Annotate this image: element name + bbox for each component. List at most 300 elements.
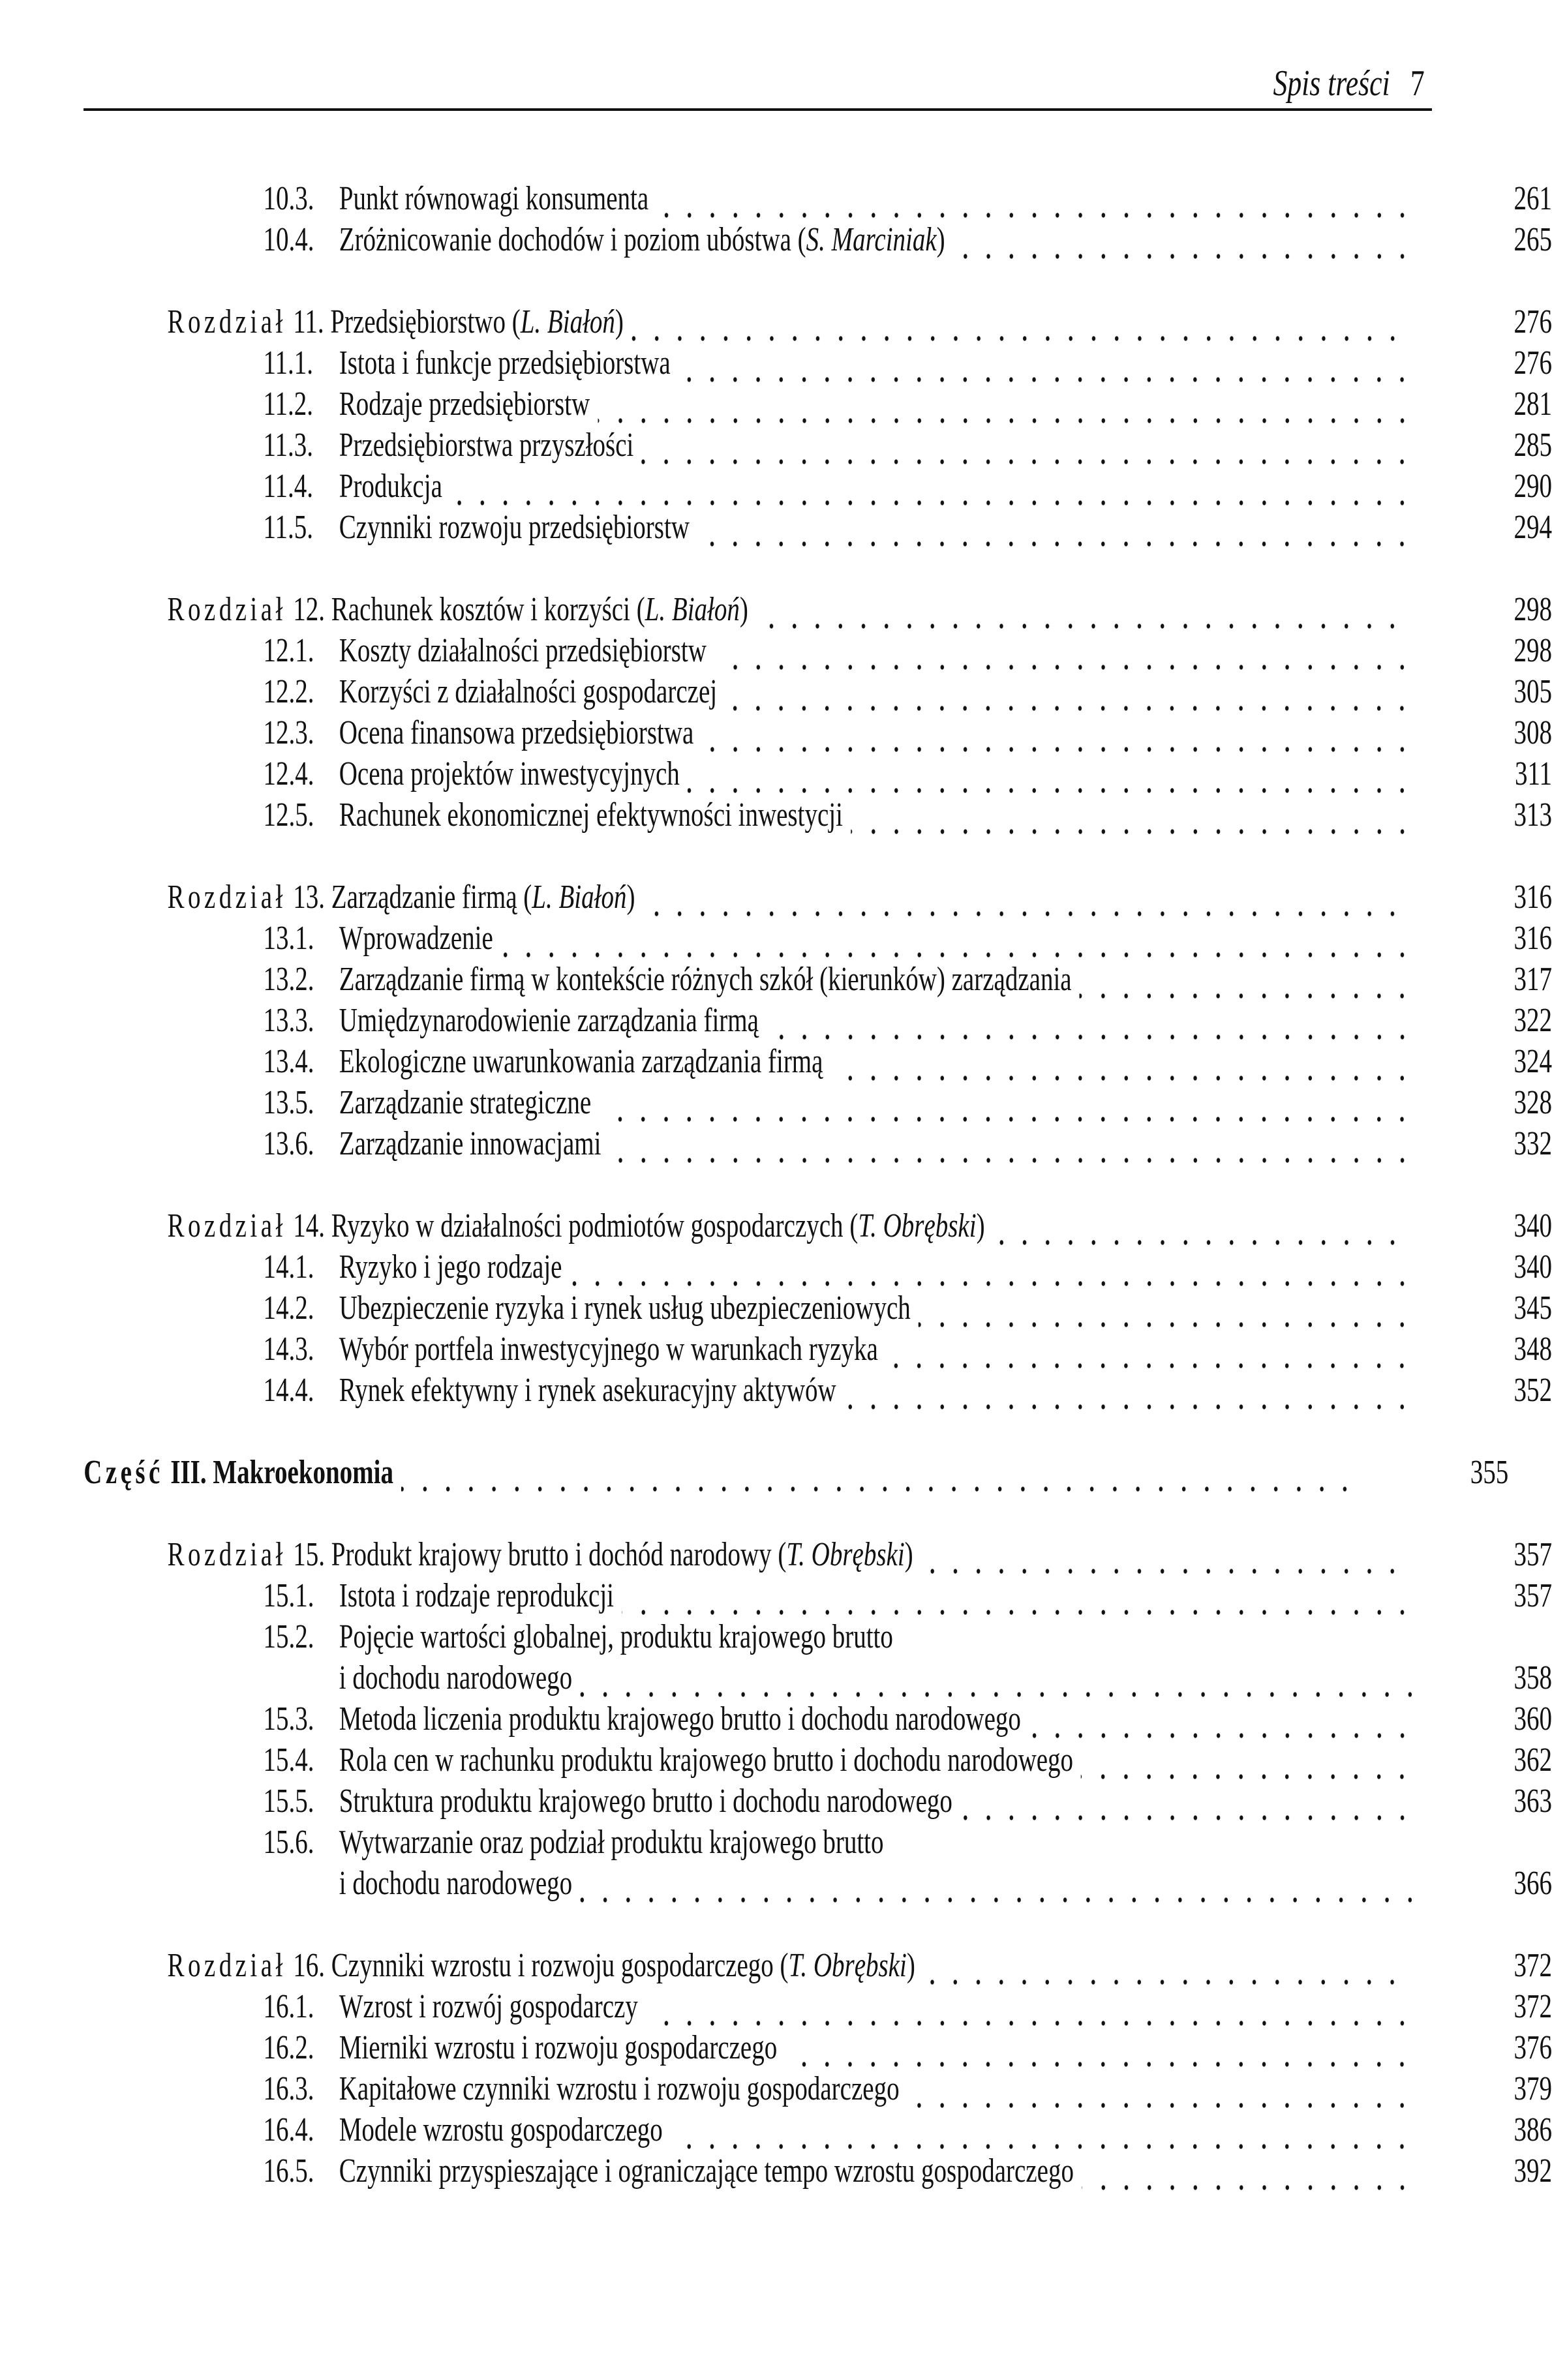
toc-subsection[interactable] <box>0 466 1552 507</box>
toc-subsection[interactable] <box>0 425 1552 466</box>
entry-title: Mierniki wzrostu i rozwoju gospodarczego <box>339 2029 778 2066</box>
entry-text <box>132 1781 1422 1822</box>
entry-label: 10.4. Zróżnicowanie dochodów i poziom ubóstwa (S. Marciniak) <box>264 219 945 260</box>
dot-leader <box>671 2109 1414 2150</box>
entry-text <box>132 630 1422 671</box>
entry-number: 13.1. <box>263 920 314 957</box>
page-number: 379 <box>1514 2070 1552 2107</box>
page-number: 265 <box>1514 221 1552 258</box>
entry-prefix: Rozdział <box>167 591 286 628</box>
entry-label <box>264 342 671 384</box>
entry-title: Rola cen w rachunku produktu krajowego brutto i dochodu narodowego <box>339 1741 1074 1779</box>
entry-title: Ubezpieczenie ryzyka i rynek usług ubezpieczeniowych <box>339 1289 911 1327</box>
entry-number: 13.2. <box>263 961 314 998</box>
entry-number: 11.1. <box>263 344 314 382</box>
entry-label <box>264 1123 601 1164</box>
page-number: 366 <box>1514 1865 1552 1902</box>
entry-title: Ryzyko i jego rodzaje <box>339 1248 562 1286</box>
page-number: 324 <box>1514 1043 1552 1080</box>
entry-number: 12.4. <box>263 755 314 792</box>
entry-title: Kapitałowe czynniki wzrostu i rozwoju gospodarczego <box>339 2070 900 2107</box>
entry-text <box>132 1575 1422 1616</box>
section-spacer <box>0 1493 1552 1534</box>
page-number: 386 <box>1514 2111 1552 2148</box>
entry-title: Struktura produktu krajowego brutto i dochodu narodowego <box>339 1783 952 1820</box>
entry-title: Punkt równowagi konsumenta <box>339 180 649 217</box>
dot-leader <box>851 794 1414 836</box>
entry-title: Czynniki przyspieszające i ograniczające tempo wzrostu gospodarczego <box>339 2152 1074 2190</box>
entry-label <box>264 753 680 794</box>
entry-text <box>132 671 1422 712</box>
entry-label <box>264 918 493 959</box>
dot-leader <box>756 589 1404 630</box>
page-number: 305 <box>1514 673 1552 710</box>
entry-label <box>264 630 707 671</box>
entry-number: 13.4. <box>263 1043 314 1080</box>
toc-subsection[interactable] <box>0 630 1552 671</box>
dot-leader <box>1080 959 1414 1000</box>
page-number: 294 <box>1514 509 1552 546</box>
entry-number: 13.3. <box>263 1002 314 1039</box>
dot-leader <box>923 1945 1404 1986</box>
toc-chapter[interactable] <box>0 589 1552 630</box>
page-number: 348 <box>1514 1331 1552 1368</box>
dot-leader <box>785 2027 1414 2068</box>
entry-text <box>132 1822 1422 1863</box>
entry-text <box>132 1246 1422 1288</box>
entry-title-continuation: i dochodu narodowego <box>339 1865 573 1902</box>
entry-title: Rynek efektywny i rynek asekuracyjny aktywów <box>339 1372 836 1409</box>
toc-subsection[interactable] <box>0 712 1552 753</box>
entry-title: Czynniki rozwoju przedsiębiorstw <box>339 509 690 546</box>
toc-chapter[interactable] <box>0 1945 1552 1986</box>
page-number: 276 <box>1514 344 1552 382</box>
entry-label: Rozdział 14. Ryzyko w działalności podmiotów gospodarczych (T. Obrębski) <box>167 1207 985 1244</box>
entry-number: 15.3. <box>263 1700 314 1738</box>
section-spacer <box>0 548 1552 589</box>
entry-title-continuation: i dochodu narodowego <box>339 1659 573 1696</box>
entry-number: 13.5. <box>263 1084 314 1121</box>
entry-title: Wybór portfela inwestycyjnego w warunkach ryzyka <box>339 1331 878 1368</box>
page-number: 316 <box>1514 879 1552 916</box>
entry-text <box>132 425 1422 466</box>
entry-text <box>132 1863 1429 1904</box>
entry-title: Zróżnicowanie dochodów i poziom ubóstwa <box>339 221 791 258</box>
entry-text <box>132 2150 1422 2192</box>
dot-leader <box>401 1452 1356 1493</box>
entry-title: Produkt krajowy brutto i dochód narodowy <box>331 1536 772 1573</box>
entry-label <box>264 712 694 753</box>
page-number: 276 <box>1514 303 1552 340</box>
entry-title: Istota i funkcje przedsiębiorstwa <box>339 344 671 382</box>
entry-number: 11.5. <box>263 509 314 546</box>
entry-number: 12. <box>293 591 326 628</box>
dot-leader <box>993 1205 1404 1246</box>
page-number: 332 <box>1514 1125 1552 1162</box>
toc-subsection[interactable] <box>0 1781 1552 1822</box>
entry-text <box>132 794 1422 836</box>
dot-leader <box>919 1288 1414 1329</box>
entry-title: Wzrost i rozwój gospodarczy <box>339 1988 638 2025</box>
toc-subsection[interactable] <box>0 794 1552 836</box>
entry-text <box>132 1000 1422 1041</box>
entry-title: Zarządzanie firmą w kontekście różnych szkół (kierunków) zarządzania <box>339 961 1072 998</box>
entry-label <box>264 1288 911 1329</box>
entry-prefix: Rozdział <box>167 1947 286 1984</box>
entry-text <box>132 1986 1422 2027</box>
dot-leader <box>714 630 1414 671</box>
entry-number: 12.2. <box>263 673 314 710</box>
entry-text <box>84 301 1412 342</box>
entry-number: 15.4. <box>263 1741 314 1779</box>
page-number: 285 <box>1514 427 1552 464</box>
entry-number: 15.1. <box>263 1577 314 1614</box>
entry-author: S. Marciniak <box>806 221 937 258</box>
entry-text <box>132 918 1422 959</box>
entry-number: 10.4. <box>263 221 314 258</box>
dot-leader <box>599 1082 1414 1123</box>
entry-author: L. Białoń <box>532 879 627 916</box>
page-number: 372 <box>1514 1988 1552 2025</box>
entry-title: Rodzaje przedsiębiorstw <box>339 385 590 423</box>
entry-title: Makroekonomia <box>213 1454 393 1491</box>
entry-number: 14.4. <box>263 1372 314 1409</box>
entry-prefix: Rozdział <box>167 303 286 340</box>
entry-number: 16.4. <box>263 2111 314 2148</box>
entry-number: 14.2. <box>263 1289 314 1327</box>
dot-leader <box>886 1329 1414 1370</box>
dot-leader <box>725 671 1414 712</box>
entry-label <box>264 1986 638 2027</box>
entry-label <box>264 507 690 548</box>
page-number: 372 <box>1514 1947 1552 1984</box>
entry-text <box>84 1534 1412 1575</box>
dot-leader <box>767 1000 1414 1041</box>
toc-part[interactable] <box>0 1452 1552 1493</box>
entry-number: 15.2. <box>263 1618 314 1655</box>
page-number: 340 <box>1514 1248 1552 1286</box>
header-page-number: 7 <box>1410 63 1425 104</box>
entry-prefix: Rozdział <box>167 879 286 916</box>
entry-number: 14. <box>293 1207 326 1244</box>
toc-subsection[interactable] <box>0 1246 1552 1288</box>
toc-subsection[interactable] <box>0 342 1552 384</box>
entry-text <box>84 877 1412 918</box>
entry-prefix: Rozdział <box>167 1207 286 1244</box>
entry-label <box>264 1698 1021 1740</box>
table-of-contents <box>0 178 1552 2192</box>
entry-number: 16.3. <box>263 2070 314 2107</box>
page-number: 352 <box>1514 1372 1552 1409</box>
dot-leader <box>580 1657 1421 1698</box>
entry-text <box>132 1370 1422 1411</box>
toc-subsection[interactable] <box>0 918 1552 959</box>
entry-label: Rozdział 13. Zarządzanie firmą (L. Białoń) <box>167 879 635 916</box>
entry-author: T. Obrębski <box>786 1536 905 1573</box>
entry-text <box>132 342 1422 384</box>
entry-number: 16.5. <box>263 2152 314 2190</box>
entry-label <box>264 1781 952 1822</box>
entry-title: Pojęcie wartości globalnej, produktu krajowego brutto <box>339 1618 893 1655</box>
entry-prefix: Część <box>84 1454 164 1491</box>
dot-leader <box>830 1041 1413 1082</box>
entry-label <box>264 2027 778 2068</box>
entry-text <box>132 466 1422 507</box>
toc-subsection[interactable] <box>0 2068 1552 2109</box>
entry-text <box>132 753 1422 794</box>
toc-subsection[interactable] <box>0 1041 1552 1082</box>
dot-leader <box>1081 1740 1414 1781</box>
entry-author: T. Obrębski <box>788 1947 907 1984</box>
page-number: 392 <box>1514 2152 1552 2190</box>
entry-number: 16. <box>293 1947 326 1984</box>
entry-text <box>132 1740 1422 1781</box>
entry-label <box>264 1370 836 1411</box>
entry-number: 12.5. <box>263 796 314 834</box>
dot-leader <box>1082 2150 1414 2192</box>
entry-number: 11.4. <box>263 468 314 505</box>
toc-subsection[interactable] <box>0 1657 1552 1698</box>
page-number: 363 <box>1514 1783 1552 1820</box>
page-number: 345 <box>1514 1289 1552 1327</box>
toc-subsection[interactable] <box>0 2150 1552 2192</box>
entry-title: Zarządzanie innowacjami <box>339 1125 601 1162</box>
entry-label <box>264 425 634 466</box>
toc-subsection[interactable] <box>0 753 1552 794</box>
entry-label <box>264 1246 562 1288</box>
entry-text <box>132 1123 1422 1164</box>
toc-subsection[interactable] <box>0 507 1552 548</box>
entry-number: III. <box>170 1454 207 1491</box>
entry-title: Ocena projektów inwestycyjnych <box>339 755 680 792</box>
entry-text <box>132 384 1422 425</box>
entry-text <box>132 2068 1422 2109</box>
toc-chapter[interactable] <box>0 877 1552 918</box>
entry-label <box>264 178 649 219</box>
header-title: Spis treści <box>1273 63 1390 104</box>
dot-leader <box>921 1534 1404 1575</box>
entry-title: Przedsiębiorstwa przyszłości <box>339 427 634 464</box>
entry-title: Rachunek kosztów i korzyści <box>331 591 630 628</box>
entry-title: Ryzyko w działalności podmiotów gospodarczych <box>331 1207 844 1244</box>
toc-subsection[interactable] <box>0 219 1552 260</box>
entry-text <box>132 1698 1422 1740</box>
toc-subsection[interactable] <box>0 1329 1552 1370</box>
entry-label <box>264 1740 1074 1781</box>
toc-subsection[interactable] <box>0 1575 1552 1616</box>
section-spacer <box>0 836 1552 877</box>
entry-text <box>132 1041 1422 1082</box>
entry-number: 16.2. <box>263 2029 314 2066</box>
toc-subsection[interactable] <box>0 959 1552 1000</box>
entry-label <box>264 1575 615 1616</box>
page-number: 358 <box>1514 1659 1552 1696</box>
entry-label: Rozdział 11. Przedsiębiorstwo (L. Białoń) <box>167 303 624 340</box>
entry-label: Rozdział 12. Rachunek kosztów i korzyści (L. Białoń) <box>167 591 748 628</box>
entry-number: 11.3. <box>263 427 314 464</box>
page-number: 328 <box>1514 1084 1552 1121</box>
entry-label <box>264 959 1072 1000</box>
entry-number: 10.3. <box>263 180 314 217</box>
entry-title: Koszty działalności przedsiębiorstw <box>339 632 707 669</box>
entry-title: Rachunek ekonomicznej efektywności inwestycji <box>339 796 843 834</box>
dot-leader <box>631 301 1404 342</box>
entry-prefix: Rozdział <box>167 1536 286 1573</box>
page-number: 281 <box>1514 385 1552 423</box>
entry-number: 15. <box>293 1536 326 1573</box>
header-rule <box>84 108 1432 111</box>
entry-title: Metoda liczenia produktu krajowego brutto i dochodu narodowego <box>339 1700 1021 1738</box>
entry-number: 13.6. <box>263 1125 314 1162</box>
entry-label <box>264 2109 663 2150</box>
toc-subsection[interactable] <box>0 2027 1552 2068</box>
dot-leader <box>450 466 1414 507</box>
toc-subsection[interactable] <box>0 1288 1552 1329</box>
dot-leader <box>953 219 1414 260</box>
entry-author: T. Obrębski <box>858 1207 977 1244</box>
dot-leader <box>598 384 1414 425</box>
entry-number: 14.3. <box>263 1331 314 1368</box>
toc-subsection[interactable] <box>0 1986 1552 2027</box>
dot-leader <box>688 753 1414 794</box>
page-number: 362 <box>1514 1741 1552 1779</box>
entry-label <box>264 671 718 712</box>
page-number: 376 <box>1514 2029 1552 2066</box>
entry-label <box>264 1000 759 1041</box>
toc-subsection[interactable] <box>0 384 1552 425</box>
page-number: 360 <box>1514 1700 1552 1738</box>
page-number: 261 <box>1514 180 1552 217</box>
entry-title: Umiędzynarodowienie zarządzania firmą <box>339 1002 759 1039</box>
toc-subsection[interactable] <box>0 1822 1552 1863</box>
entry-author: L. Białoń <box>645 591 740 628</box>
entry-title: Modele wzrostu gospodarczego <box>339 2111 663 2148</box>
section-spacer <box>0 260 1552 301</box>
dot-leader <box>844 1370 1414 1411</box>
entry-text <box>132 2109 1422 2150</box>
entry-text <box>0 1452 1364 1493</box>
entry-number: 13. <box>293 879 326 916</box>
dot-leader <box>701 712 1413 753</box>
dot-leader <box>907 2068 1414 2109</box>
entry-title: Wprowadzenie <box>339 920 493 957</box>
entry-title: Ekologiczne uwarunkowania zarządzania firmą <box>339 1043 823 1080</box>
entry-text <box>132 1616 1422 1657</box>
entry-text <box>132 712 1422 753</box>
toc-subsection[interactable] <box>0 1370 1552 1411</box>
dot-leader <box>643 877 1404 918</box>
toc-subsection[interactable] <box>0 1863 1552 1904</box>
toc-subsection[interactable] <box>0 1698 1552 1740</box>
entry-text <box>132 1288 1422 1329</box>
entry-number: 15.6. <box>263 1824 314 1861</box>
entry-label <box>264 2068 900 2109</box>
page-number: 355 <box>1470 1454 1509 1491</box>
entry-title: Czynniki wzrostu i rozwoju gospodarczego <box>331 1947 774 1984</box>
entry-title: Zarządzanie firmą <box>331 879 517 916</box>
entry-number: 12.1. <box>263 632 314 669</box>
entry-label <box>264 384 590 425</box>
toc-subsection[interactable] <box>0 2109 1552 2150</box>
entry-label <box>264 1616 893 1657</box>
entry-text <box>132 959 1422 1000</box>
entry-label <box>339 1657 572 1698</box>
toc-subsection[interactable] <box>0 178 1552 219</box>
dot-leader <box>678 342 1414 384</box>
page-number: 317 <box>1514 961 1552 998</box>
entry-number: 14.1. <box>263 1248 314 1286</box>
entry-number: 11. <box>293 303 324 340</box>
entry-title: Korzyści z działalności gospodarczej <box>339 673 718 710</box>
dot-leader <box>646 1986 1414 2027</box>
entry-label: Rozdział 15. Produkt krajowy brutto i dochód narodowy (T. Obrębski) <box>167 1536 913 1573</box>
page-number: 298 <box>1514 632 1552 669</box>
entry-text <box>132 219 1422 260</box>
entry-label <box>84 1452 393 1493</box>
entry-label: Rozdział 16. Czynniki wzrostu i rozwoju gospodarczego (T. Obrębski) <box>167 1947 915 1984</box>
entry-text <box>132 1329 1422 1370</box>
section-spacer <box>0 1164 1552 1205</box>
dot-leader <box>570 1246 1414 1288</box>
section-spacer <box>0 1904 1552 1945</box>
toc-subsection[interactable] <box>0 1082 1552 1123</box>
entry-number: 11.2. <box>263 385 314 423</box>
entry-text <box>132 2027 1422 2068</box>
entry-text <box>132 507 1422 548</box>
entry-text <box>132 178 1422 219</box>
dot-leader <box>656 178 1414 219</box>
page-number: 316 <box>1514 920 1552 957</box>
dot-leader <box>1029 1698 1414 1740</box>
entry-title: Ocena finansowa przedsiębiorstwa <box>339 714 694 751</box>
entry-title: Istota i rodzaje reprodukcji <box>339 1577 615 1614</box>
toc-chapter[interactable] <box>0 301 1552 342</box>
toc-chapter[interactable] <box>0 1205 1552 1246</box>
page-number: 357 <box>1514 1577 1552 1614</box>
entry-label <box>339 1863 572 1904</box>
entry-text <box>84 589 1412 630</box>
toc-subsection[interactable] <box>0 1616 1552 1657</box>
entry-title: Produkcja <box>339 468 442 505</box>
entry-label <box>264 466 442 507</box>
page-number: 313 <box>1514 796 1552 834</box>
dot-leader <box>501 918 1414 959</box>
toc-chapter[interactable] <box>0 1534 1552 1575</box>
page-number: 357 <box>1514 1536 1552 1573</box>
entry-number: 15.5. <box>263 1783 314 1820</box>
running-header <box>1273 63 1425 104</box>
dot-leader <box>960 1781 1414 1822</box>
entry-text <box>132 1657 1429 1698</box>
entry-label <box>264 1041 823 1082</box>
section-spacer <box>0 1411 1552 1452</box>
entry-text <box>84 1205 1412 1246</box>
page-number: 298 <box>1514 591 1552 628</box>
toc-subsection[interactable] <box>0 671 1552 712</box>
entry-title: Wytwarzanie oraz podział produktu krajowego brutto <box>339 1824 884 1861</box>
toc-subsection[interactable] <box>0 1123 1552 1164</box>
toc-subsection[interactable] <box>0 1740 1552 1781</box>
toc-subsection[interactable] <box>0 1000 1552 1041</box>
entry-number: 16.1. <box>263 1988 314 2025</box>
entry-text <box>132 1082 1422 1123</box>
dot-leader <box>609 1123 1413 1164</box>
entry-label <box>264 794 843 836</box>
entry-title: Zarządzanie strategiczne <box>339 1084 592 1121</box>
page-number: 290 <box>1514 468 1552 505</box>
page-number: 340 <box>1514 1207 1552 1244</box>
entry-label <box>264 1329 878 1370</box>
